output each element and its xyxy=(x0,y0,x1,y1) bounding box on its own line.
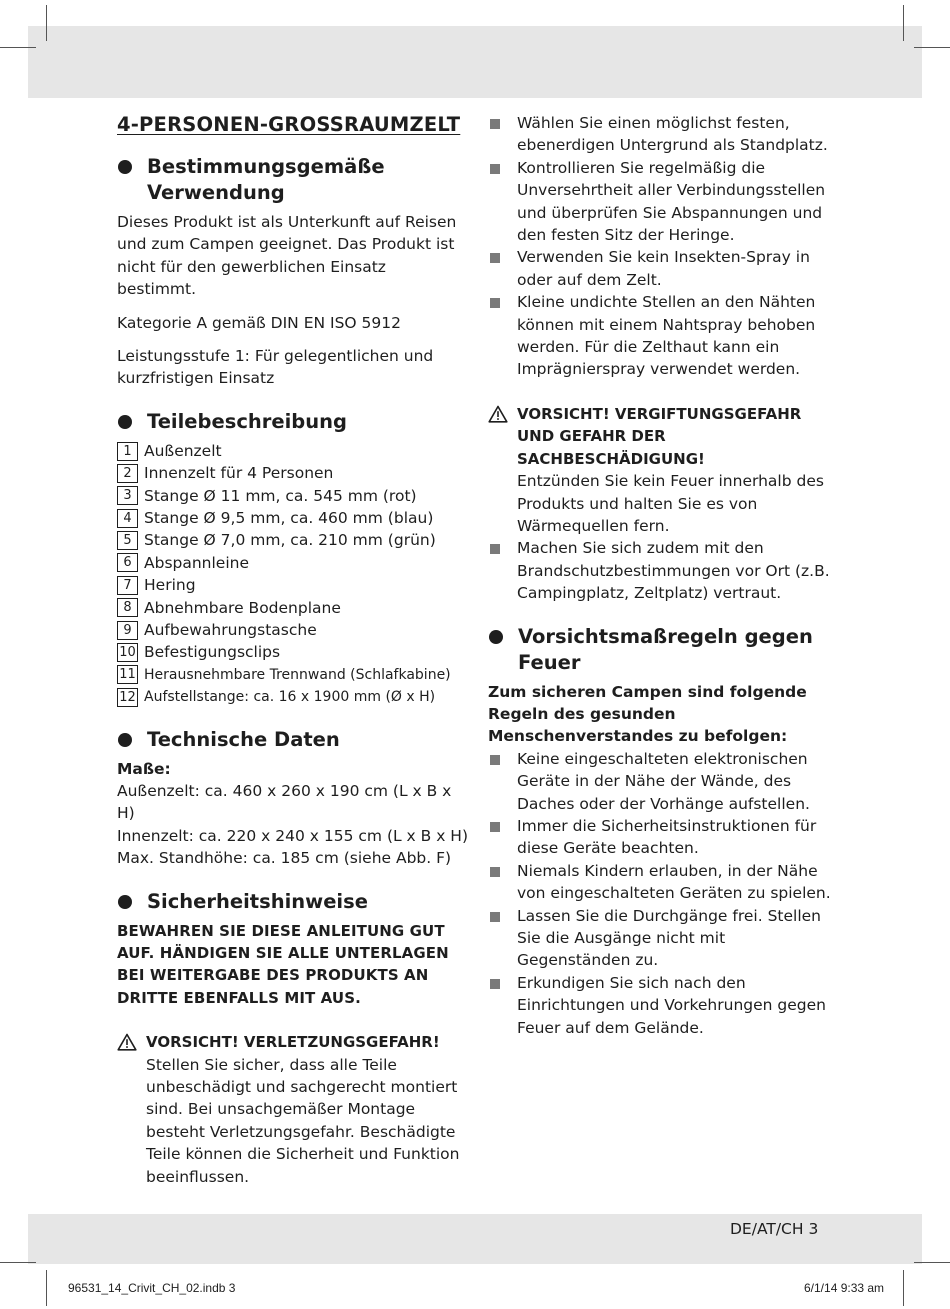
section-heading-safety xyxy=(117,889,469,915)
bullet-dot-icon xyxy=(489,630,503,644)
left-column xyxy=(117,112,469,1188)
part-number: 12 xyxy=(117,688,138,707)
list-item: Immer die Sicherheitsinstruktionen für diese Geräte beachten. xyxy=(488,815,838,860)
part-number: 5 xyxy=(117,531,138,550)
paragraph: Kategorie A gemäß DIN EN ISO 5912 xyxy=(117,313,401,332)
specs-subheading: Maße: xyxy=(117,759,171,778)
warning-text: Entzünden Sie kein Feuer innerhalb des Produkts und halten Sie es von Wärmequellen fern. xyxy=(517,472,824,535)
warning-triangle-icon xyxy=(117,1033,137,1051)
warning-heading xyxy=(117,1031,469,1053)
part-item xyxy=(117,440,469,462)
list-item: Machen Sie sich zudem mit den Brandschutzbestimmungen vor Ort (z.B. Campingplatz, Zeltplatz) vertraut. xyxy=(488,537,838,604)
part-item xyxy=(117,462,469,484)
warning-title: VORSICHT! VERLETZUNGSGEFAHR! xyxy=(146,1033,440,1052)
page-title: 4-PERSONEN-GROSSRAUMZELT xyxy=(117,113,461,136)
part-label: Stange Ø 7,0 mm, ca. 210 mm (grün) xyxy=(144,531,436,550)
crop-mark xyxy=(903,5,904,41)
crop-mark xyxy=(0,1262,36,1263)
part-item xyxy=(117,664,469,686)
part-item xyxy=(117,485,469,507)
bullet-dot-icon xyxy=(118,733,132,747)
part-label: Außenzelt xyxy=(144,441,222,460)
part-number: 10 xyxy=(117,643,138,662)
fire-intro: Zum sicheren Campen sind folgende Regeln des gesunden Menschenverstandes zu befolgen: xyxy=(488,682,807,746)
paragraph: Leistungsstufe 1: Für gelegentlichen und kurzfristigen Einsatz xyxy=(117,347,434,388)
part-item xyxy=(117,597,469,619)
part-item xyxy=(117,619,469,641)
section-heading-text: Bestimmungsgemäße Verwendung xyxy=(147,155,385,204)
spec-line: Max. Standhöhe: ca. 185 cm (siehe Abb. F) xyxy=(117,849,452,868)
section-heading-text: Vorsichtsmaßregeln gegen Feuer xyxy=(518,624,813,674)
part-item xyxy=(117,552,469,574)
section-heading-parts xyxy=(117,409,469,435)
header-band xyxy=(28,26,922,98)
part-item xyxy=(117,686,469,708)
print-date: 6/1/14 9:33 am xyxy=(804,1281,885,1295)
list-item: Kleine undichte Stellen an den Nähten können mit einem Nahtspray behoben werden. Für die Zelthaut kann ein Imprägnierspray verwendet werden. xyxy=(488,291,838,381)
part-label: Aufbewahrungstasche xyxy=(144,620,317,639)
list-item: Keine eingeschalteten elektronischen Geräte in der Nähe der Wände, des Daches oder der Vorhänge aufstellen. xyxy=(488,748,838,815)
bullet-dot-icon xyxy=(118,415,132,429)
part-label: Abnehmbare Bodenplane xyxy=(144,598,341,617)
warning-heading xyxy=(488,403,838,470)
part-number: 4 xyxy=(117,509,138,528)
section-heading-specs xyxy=(117,727,469,753)
right-column xyxy=(488,112,838,1039)
section-heading-text: Technische Daten xyxy=(147,727,340,751)
bullet-dot-icon xyxy=(118,160,132,174)
bullet-dot-icon xyxy=(118,895,132,909)
safety-bullet-list xyxy=(488,112,838,381)
part-number: 7 xyxy=(117,576,138,595)
part-label: Hering xyxy=(144,576,196,595)
warning-title: VORSICHT! VERGIFTUNGSGEFAHR UND GEFAHR DER SACHBESCHÄDIGUNG! xyxy=(517,404,802,468)
part-number: 3 xyxy=(117,486,138,505)
section-heading-fire xyxy=(488,624,838,676)
spec-line: Innenzelt: ca. 220 x 240 x 155 cm (L x B x H) xyxy=(117,826,469,845)
list-item: Verwenden Sie kein Insekten-Spray in oder auf dem Zelt. xyxy=(488,246,838,291)
part-item xyxy=(117,641,469,663)
part-label: Herausnehmbare Trennwand (Schlafkabine) xyxy=(144,666,451,683)
crop-mark xyxy=(46,1270,47,1306)
section-heading-usage xyxy=(117,154,469,206)
part-number: 9 xyxy=(117,621,138,640)
part-number: 8 xyxy=(117,598,138,617)
crop-mark xyxy=(914,1262,950,1263)
print-slug: 96531_14_Crivit_CH_02.indb 3 xyxy=(68,1281,236,1295)
safety-caps-notice: BEWAHREN SIE DIESE ANLEITUNG GUT AUF. HÄNDIGEN SIE ALLE UNTERLAGEN BEI WEITERGABE DES PRODUKTS AN DRITTE EBENFALLS MIT AUS. xyxy=(117,921,449,1007)
part-label: Stange Ø 9,5 mm, ca. 460 mm (blau) xyxy=(144,509,434,528)
list-item: Lassen Sie die Durchgänge frei. Stellen Sie die Ausgänge nicht mit Gegenständen zu. xyxy=(488,905,838,972)
crop-mark xyxy=(46,5,47,41)
part-number: 11 xyxy=(117,665,138,684)
part-item xyxy=(117,574,469,596)
part-item xyxy=(117,529,469,551)
warning-triangle-icon xyxy=(488,405,508,423)
crop-mark xyxy=(903,1270,904,1306)
part-label: Aufstellstange: ca. 16 x 1900 mm (Ø x H) xyxy=(144,689,436,706)
part-item xyxy=(117,507,469,529)
parts-list xyxy=(117,440,469,709)
section-heading-text: Sicherheitshinweise xyxy=(147,889,368,913)
spec-line: Außenzelt: ca. 460 x 260 x 190 cm (L x B x H) xyxy=(117,781,452,823)
part-label: Stange Ø 11 mm, ca. 545 mm (rot) xyxy=(144,486,417,505)
crop-mark xyxy=(0,47,36,48)
part-label: Abspannleine xyxy=(144,553,250,572)
paragraph: Dieses Produkt ist als Unterkunft auf Reisen und zum Campen geeignet. Das Produkt ist nicht für den gewerblichen Einsatz bestimmt. xyxy=(117,213,457,299)
crop-mark xyxy=(914,47,950,48)
fire-bullet-list xyxy=(488,748,838,1039)
part-number: 1 xyxy=(117,442,138,461)
list-item: Wählen Sie einen möglichst festen, ebenerdigen Untergrund als Standplatz. xyxy=(488,112,838,157)
part-number: 6 xyxy=(117,553,138,572)
page-number: DE/AT/CH 3 xyxy=(730,1220,819,1238)
warning-text: Stellen Sie sicher, dass alle Teile unbeschädigt und sachgerecht montiert sind. Bei unsachgemäßer Montage besteht Verletzungsgefahr. Beschädigte Teile können die Sicherheit und Funktion beeinflussen. xyxy=(146,1055,460,1186)
part-number: 2 xyxy=(117,464,138,483)
list-item: Niemals Kindern erlauben, in der Nähe von eingeschalteten Geräten zu spielen. xyxy=(488,860,838,905)
part-label: Innenzelt für 4 Personen xyxy=(144,464,334,483)
part-label: Befestigungsclips xyxy=(144,643,281,662)
fire-regulation-list xyxy=(488,537,838,604)
section-heading-text: Teilebeschreibung xyxy=(147,409,347,433)
list-item: Erkundigen Sie sich nach den Einrichtungen und Vorkehrungen gegen Feuer auf dem Gelände. xyxy=(488,972,838,1039)
list-item: Kontrollieren Sie regelmäßig die Unversehrtheit aller Verbindungsstellen und überprüfen Sie Abspannungen und den festen Sitz der Heringe. xyxy=(488,157,838,247)
